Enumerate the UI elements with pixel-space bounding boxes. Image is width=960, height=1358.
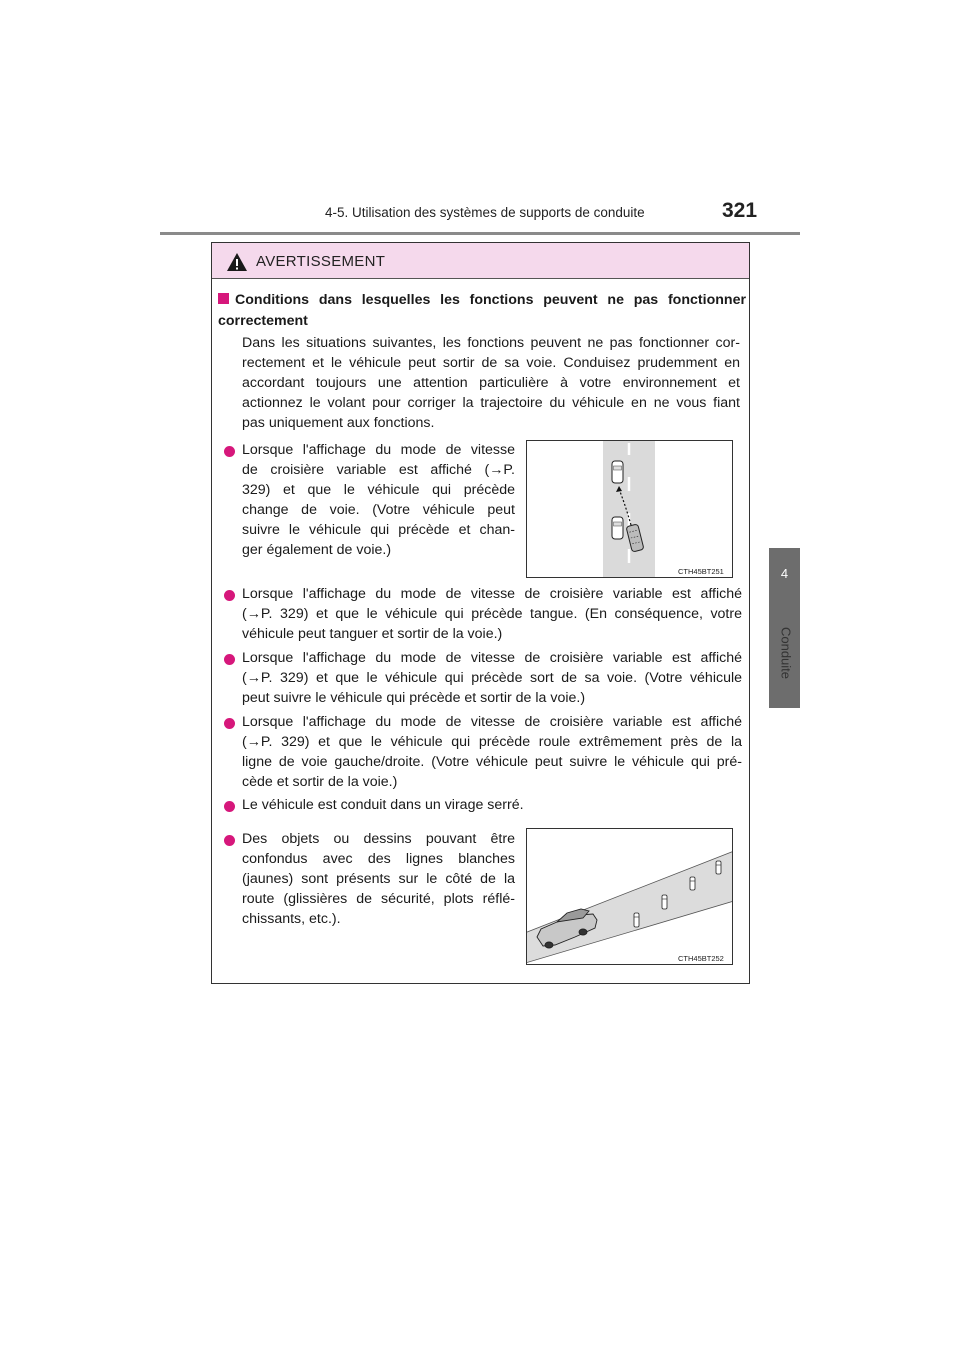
item-line: 329) et que le véhicule qui précède [242,482,515,498]
item-line: (→P. 329) et que le véhicule qui précède sort de sa voie. (Votre véhicule [242,670,742,686]
warning-subheading: Conditions dans lesquelles les fonctions peuvent ne pas fonctionner correctement [218,292,746,329]
intro-line: Dans les situations suivantes, les fonctions peuvent ne pas fonctionner cor- [242,335,740,351]
item-line: chissants, etc.). [242,911,341,927]
item-line: route (glissières de sécurité, plots réflé- [242,891,515,907]
item-line: cède et sortir de la voie.) [242,774,398,790]
bullet-icon [224,835,235,846]
chapter-label: Conduite [778,626,793,680]
lane-change-figure [526,440,733,578]
figure-code: CTH45BT251 [678,567,724,576]
item-line: suivre le véhicule qui précède et chan- [242,522,515,538]
item-line: Lorsque l'affichage du mode de vitesse de croisière variable est affiché [242,586,742,602]
intro-line: rectement et le véhicule peut sortir de sa voie. Conduisez prudemment en [242,355,740,371]
item-line: (→P. 329) et que le véhicule qui précède tangue. (En conséquence, votre [242,606,742,622]
item-line: Lorsque l'affichage du mode de vitesse de croisière variable est affiché [242,650,742,666]
intro-line: accordant toujours une attention particulière à votre environnement et [242,375,740,391]
roadside-objects-illustration [527,829,733,965]
item-line: ger également de voie.) [242,542,392,558]
warning-header [212,243,749,279]
bullet-icon [224,590,235,601]
bullet-icon [224,718,235,729]
item-line: (jaunes) sont présents sur le côté de la [242,871,515,887]
item-line: (→P. 329) et que le véhicule qui précède roule extrêmement près de la [242,734,742,750]
lane-change-illustration [527,441,733,578]
section-title: 4-5. Utilisation des systèmes de supports de conduite [325,205,645,220]
warning-title: AVERTISSEMENT [256,253,386,270]
chapter-number: 4 [780,566,789,581]
item-line: confondus avec des lignes blanches [242,851,515,867]
header-divider [160,232,800,235]
item-line: Lorsque l'affichage du mode de vitesse de croisière variable est affiché [242,714,742,730]
item-line: peut suivre le véhicule qui précède et sortir de la voie.) [242,690,586,706]
bullet-icon [224,801,235,812]
lead-car-icon [612,461,623,483]
square-bullet-icon [218,293,229,304]
bullet-icon [224,446,235,457]
page-number: 321 [722,199,758,222]
intro-line: pas uniquement aux fonctions. [242,415,435,431]
item-line: Des objets ou dessins pouvant être [242,831,515,847]
figure-code: CTH45BT252 [678,954,724,963]
warning-triangle-icon [226,252,248,272]
item-line: Le véhicule est conduit dans un virage serré. [242,797,524,813]
item-line: Lorsque l'affichage du mode de vitesse [242,442,515,458]
item-line: ligne de voie gauche/droite. (Votre véhicule peut suivre le véhicule qui pré- [242,754,742,770]
item-line: change de voie. (Votre véhicule peut [242,502,515,518]
roadside-objects-figure [526,828,733,965]
item-line: véhicule peut tanguer et sortir de la voie.) [242,626,503,642]
intro-line: actionnez le volant pour corriger la trajectoire du véhicule en ne vous fiant [242,395,740,411]
bullet-icon [224,654,235,665]
item-line: de croisière variable est affiché (→P. [242,462,515,478]
